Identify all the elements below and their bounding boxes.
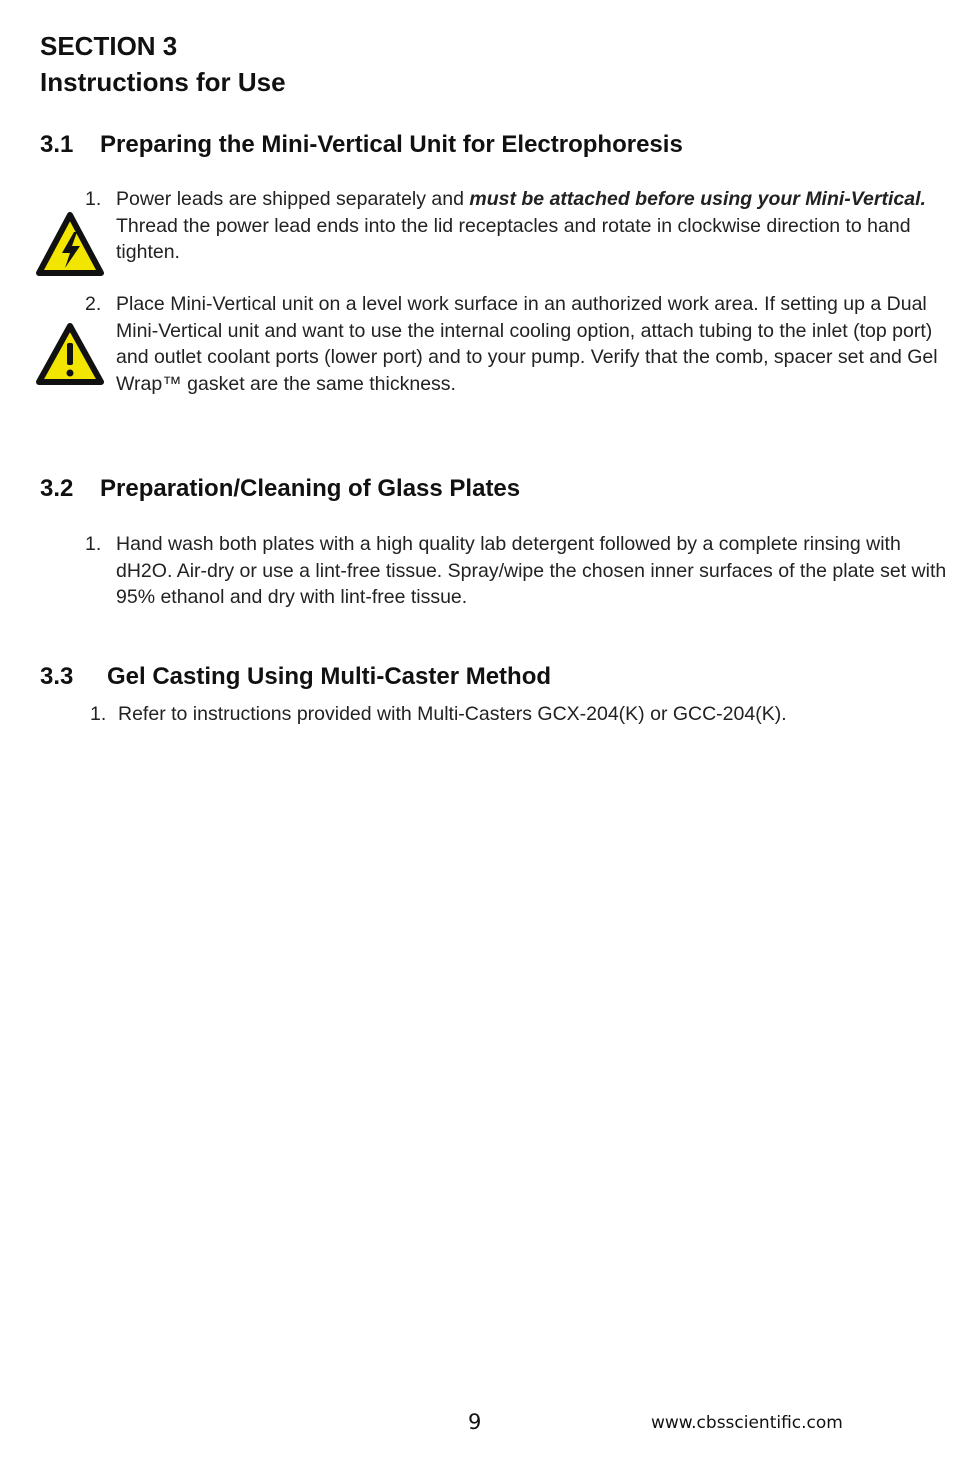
footer-website: www.cbsscientific.com [651,1413,843,1433]
text-run: Power leads are shipped separately and [116,188,470,210]
list-item-3-1-1 [85,186,947,266]
list-number: 1. [90,703,107,725]
heading-3-1 [40,130,683,160]
list-item-3-1-2 [85,291,947,397]
list-item-3-2-1 [85,531,947,611]
list-number: 1. [85,533,102,555]
heading-3-2-text: Preparation/Cleaning of Glass Plates [100,475,521,502]
list-item-3-3-1 [90,701,947,728]
list-item-text: Place Mini-Vertical unit on a level work surface in an authorized work area. If setting up a Dual Mini-Vertical unit and want to use the internal cooling option, attach tubing to the inlet (top port) and outlet coolant ports (lower port) and to your pump. Verify that the comb, spacer set and Gel Wrap™ gasket are the same thickness. [116,293,938,395]
emphasis-text: must be attached before using your Mini-Vertical. [469,188,926,210]
heading-3-3-number: 3.3 [40,663,74,690]
section-title: Instructions for Use [40,67,286,97]
heading-3-3-text: Gel Casting Using Multi-Caster Method [107,663,552,690]
heading-3-2 [40,474,520,504]
list-item-text: Refer to instructions provided with Multi-Casters GCX-204(K) or GCC-204(K). [118,703,787,725]
list-number: 2. [85,293,102,315]
section-heading [40,28,286,100]
heading-3-2-number: 3.2 [40,475,74,502]
text-run: Thread the power lead ends into the lid receptacles and rotate in clockwise direction to hand tighten. [116,214,911,263]
page-number: 9 [468,1410,482,1434]
heading-3-1-text: Preparing the Mini-Vertical Unit for Electrophoresis [100,131,683,158]
heading-3-1-number: 3.1 [40,131,74,158]
heading-3-3 [40,662,551,692]
section-label: SECTION 3 [40,31,178,61]
list-number: 1. [85,188,102,210]
list-item-text: Hand wash both plates with a high quality lab detergent followed by a complete rinsing with dH2O. Air-dry or use a lint-free tissue. Spray/wipe the chosen inner surfaces of the plate set with 95% ethanol and dry with lint-free tissue. [116,533,947,608]
list-item-text [116,186,947,266]
